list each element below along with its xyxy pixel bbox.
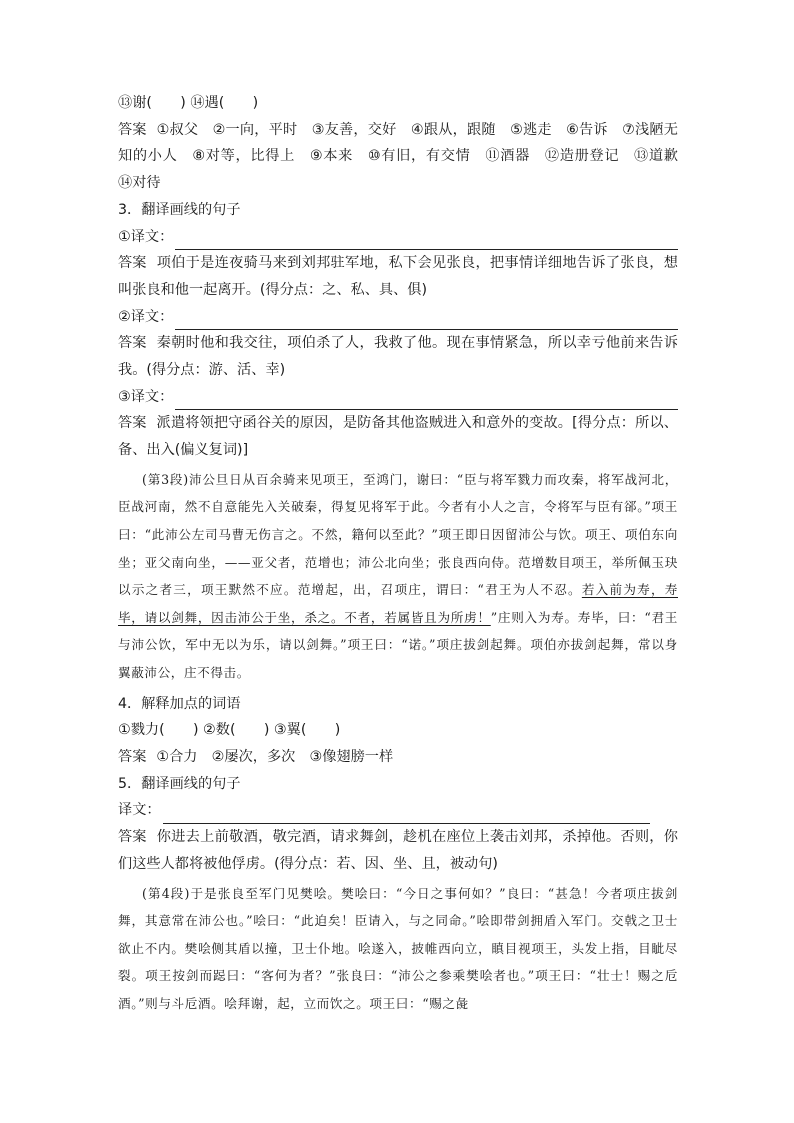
answer-block-3-1 [118,250,678,303]
underlined-sentence: 若入前为寿，寿毕，请以剑舞，因击沛公于坐，杀之。不者，若属皆且为所虏！ [118,582,678,625]
answer-block-3-3 [118,410,678,463]
answer-underline [163,805,650,824]
translation-label: ③译文： [118,388,174,405]
translation-blank-2[interactable] [118,304,678,331]
question-4-items: ①戮力( ) ②数( ) ③翼( ) [118,722,341,739]
document-page [118,90,693,1021]
passage-paragraph-4: (第4段)于是张良至军门见樊哙。樊哙曰：“今日之事何如？”良曰：“甚急！今者项庄拔剑舞，其意常在沛公也。”哙曰：“此迫矣！臣请入，与之同命。”哙即带剑拥盾入军门。交戟之卫士欲止不内。樊哙侧其盾以撞，卫士仆地。哙遂入，披帷西向立，瞋目视项王，头发上指，目眦尽裂。项王按剑而跽曰：“客何为者？”张良曰：“沛公之参乘樊哙者也。”项王曰：“壮士！赐之卮酒。”则与斗卮酒。哙拜谢，起，立而饮之。项王曰：“赐之彘 [118,885,678,1011]
answer-label: 答案 [118,415,147,432]
answer-underline [175,231,678,250]
answer-text: 秦朝时他和我交往，项伯杀了人，我救了他。现在事情紧急，所以幸亏他前来告诉我。(得分点：游、活、幸) [118,335,678,379]
answer-text: 项伯于是连夜骑马来到刘邦驻军地，私下会见张良，把事情详细地告诉了张良，想叫张良和他一起离开。(得分点：之、私、具、俱) [118,255,678,298]
answer-text: 你进去上前敬酒，敬完酒，请求舞剑，趁机在座位上袭击刘邦，杀掉他。否则，你们这些人都将被他俘虏。(得分点：若、因、坐、且，被动句) [118,829,678,872]
answer-label: 答案 [118,749,147,765]
translation-blank-1[interactable] [118,224,678,251]
answer-block-4 [118,744,678,771]
answer-block-vocab [118,117,693,197]
answer-text: ①合力 ②屡次，多次 ③像翅膀一样 [156,749,394,765]
translation-label: ①译文： [118,228,174,245]
passage-text: ”庄则入为寿。寿毕，曰：“君王与沛公饮，军中无以为乐，请以剑舞。”项王曰：“诺。”项庄拔剑起舞。项伯亦拔剑起舞，常以身翼蔽沛公，庄不得击。 [118,609,678,680]
answer-label: 答案 [118,829,147,846]
answer-label: 答案 [118,335,147,352]
passage-paragraph-3 [118,466,678,687]
answer-underline [175,311,678,330]
translation-blank-5[interactable] [118,797,678,824]
answer-text: 派遣将领把守函谷关的原因，是防备其他盗贼进入和意外的变故。[得分点：所以、备、出入(偏义复词)] [118,415,678,459]
question-line-13-14: ⑬谢( ) ⑭遇( ) [118,95,259,111]
answer-block-5 [118,824,678,877]
question-4-title: 4．解释加点的词语 [118,695,241,712]
answer-label: 答案 [118,255,147,272]
answer-block-3-2 [118,330,678,383]
translation-label: 译文： [118,802,161,819]
passage-text: (第3段)沛公旦日从百余骑来见项王，至鸿门，谢曰：“臣与将军戮力而攻秦，将军战河北，臣战河南，然不自意能先入关破秦，得复见将军于此。今者有小人之言，令将军与臣有郤。”项王曰：“此沛公左司马曹无伤言之。不然，籍何以至此？”项王即日因留沛公与饮。项王、项伯东向坐；亚父南向坐，——亚父者，范增也；沛公北向坐；张良西向侍。范增数目项王，举所佩玉玦以示之者三，项王默然不应。范增起，出，召项庄，谓曰：“君王为人不忍。 [118,471,678,598]
question-3-title: 3．翻译画线的句子 [118,201,241,218]
question-5-title: 5．翻译画线的句子 [118,775,241,792]
translation-blank-3[interactable] [118,384,678,411]
answer-label: 答案 [118,121,147,138]
answer-text: ①叔父 ②一向，平时 ③友善，交好 ④跟从，跟随 ⑤逃走 ⑥告诉 ⑦浅陋无知的小人 ⑧对等，比得上 ⑨本来 ⑩有旧，有交情 ⑪酒器 ⑫造册登记 ⑬道歉 ⑭对待 [118,121,693,192]
translation-label: ②译文： [118,308,174,325]
answer-underline [175,391,678,410]
